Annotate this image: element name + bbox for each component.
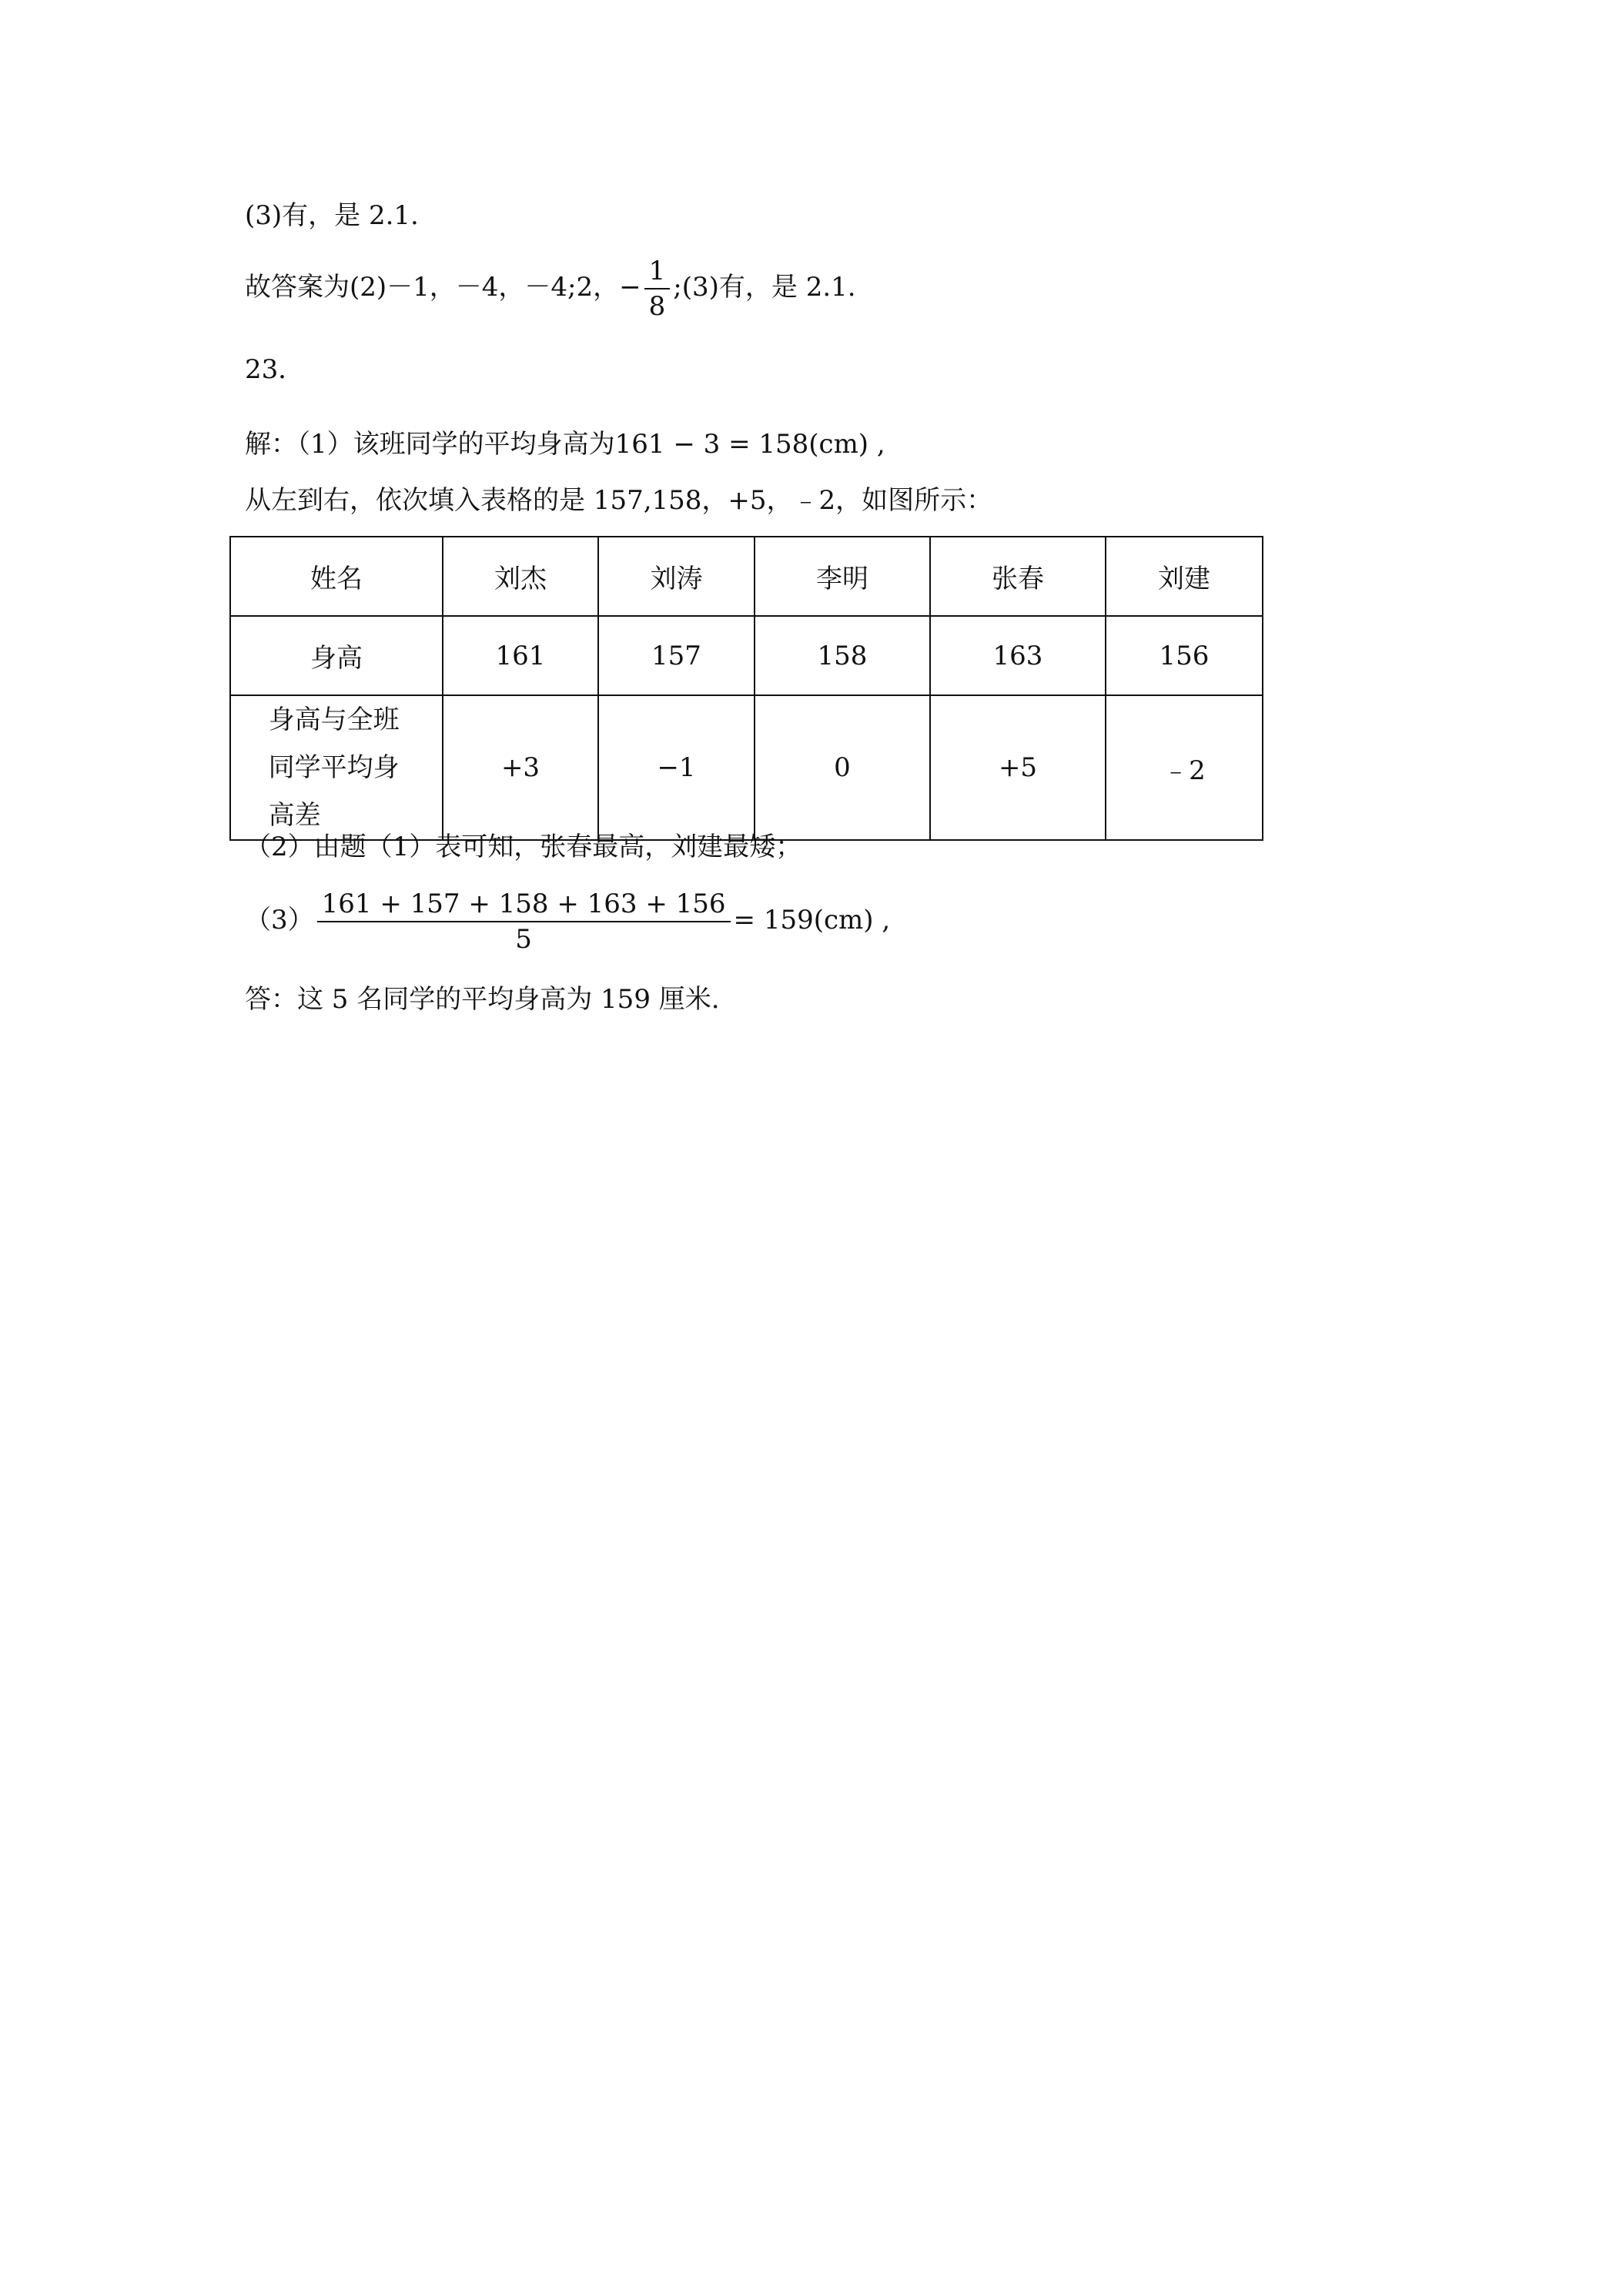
question-number: 23． bbox=[245, 354, 305, 385]
solution-line-1: 解：（1）该班同学的平均身高为161 − 3 = 158(cm) , bbox=[245, 429, 885, 460]
table-cell: −1 bbox=[598, 695, 755, 840]
table-cell: 158 bbox=[755, 616, 930, 695]
table-cell: +5 bbox=[930, 695, 1106, 840]
final-answer: 答：这 5 名同学的平均身高为 159 厘米. bbox=[245, 984, 720, 1015]
table-cell: 0 bbox=[755, 695, 930, 840]
fraction-one-eighth bbox=[644, 254, 671, 323]
table-cell: 刘涛 bbox=[598, 537, 755, 616]
fraction-denominator: 8 bbox=[648, 291, 666, 322]
height-table bbox=[229, 536, 1263, 841]
answer-line-3: (3)有，是 2.1. bbox=[245, 200, 419, 231]
answer-summary-text: 故答案为(2)－1，－4，－4;2， bbox=[245, 272, 620, 303]
table-cell: ﹣2 bbox=[1106, 695, 1263, 840]
table-cell: 156 bbox=[1106, 616, 1263, 695]
table-cell: 163 bbox=[930, 616, 1106, 695]
solution-line-2: 从左到右，依次填入表格的是 157,158，+5，﹣2，如图所示： bbox=[245, 485, 993, 516]
table-cell: 姓名 bbox=[230, 537, 443, 616]
table-cell: 刘建 bbox=[1106, 537, 1263, 616]
table-row bbox=[230, 695, 1263, 840]
solution-line-4 bbox=[245, 887, 890, 956]
solution-line-3: （2）由题（1）表可知，张春最高，刘建最矮； bbox=[245, 832, 802, 862]
table-cell: 161 bbox=[443, 616, 598, 695]
part-label: （3） bbox=[245, 905, 314, 935]
table-cell: 李明 bbox=[755, 537, 930, 616]
average-result: = 159(cm) , bbox=[733, 905, 891, 935]
fraction-denominator: 5 bbox=[515, 924, 532, 955]
table-row bbox=[230, 537, 1263, 616]
answer-summary-line bbox=[245, 254, 856, 323]
table-cell: 身高 bbox=[230, 616, 443, 695]
minus-sign: − bbox=[619, 272, 641, 303]
table-cell: 157 bbox=[598, 616, 755, 695]
answer-summary-tail: ;(3)有，是 2.1. bbox=[673, 272, 856, 303]
table-cell bbox=[230, 695, 443, 840]
row-header-text: 身高与全班同学平均身高差 bbox=[268, 705, 400, 831]
table-cell: 张春 bbox=[930, 537, 1106, 616]
table-cell: +3 bbox=[443, 695, 598, 840]
average-fraction bbox=[317, 887, 731, 956]
fraction-numerator: 1 bbox=[644, 254, 671, 290]
fraction-numerator: 161 + 157 + 158 + 163 + 156 bbox=[317, 887, 731, 922]
table-cell: 刘杰 bbox=[443, 537, 598, 616]
table-row bbox=[230, 616, 1263, 695]
